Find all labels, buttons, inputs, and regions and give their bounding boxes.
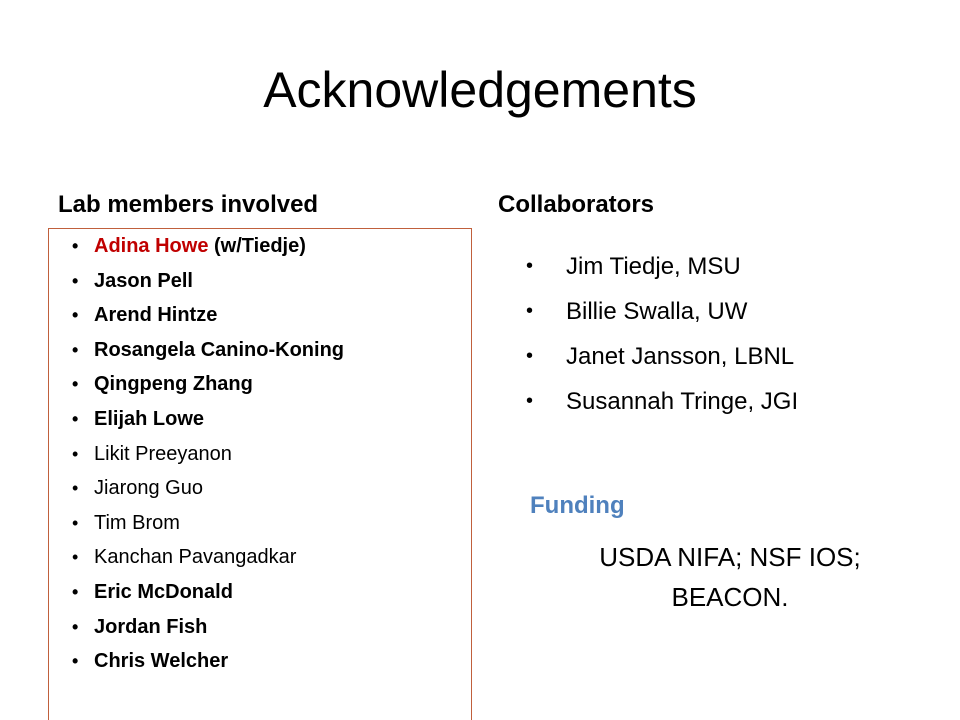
lab-member-name: Tim Brom: [94, 511, 180, 534]
lab-member-name: Arend Hintze: [94, 304, 218, 327]
bullet-icon: •: [72, 478, 79, 499]
bullet-icon: •: [72, 305, 79, 326]
bullet-icon: •: [526, 390, 534, 412]
bullet-icon: •: [72, 339, 79, 360]
bullet-icon: •: [72, 374, 79, 395]
lab-member-item: [72, 506, 344, 541]
bullet-icon: •: [72, 236, 79, 256]
funding-heading: Funding: [530, 492, 625, 519]
collaborators-list: [526, 244, 798, 424]
bullet-icon: •: [72, 616, 79, 637]
lab-member-name: Eric McDonald: [94, 580, 233, 603]
bullet-icon: •: [72, 443, 79, 464]
lab-member-name: Rosangela Canino-Koning: [94, 338, 344, 361]
collaborator-name: Jim Tiedje, MSU: [566, 253, 741, 280]
lab-member-item: [72, 333, 344, 368]
collaborator-item: [526, 244, 798, 289]
lab-members-list: [72, 229, 344, 679]
funding-text: [530, 537, 930, 617]
lab-member-name: Likit Preeyanon: [94, 442, 232, 465]
collaborator-name: Janet Jansson, LBNL: [566, 343, 795, 370]
lab-member-item: [72, 264, 344, 299]
lab-member-item: [72, 471, 344, 506]
lab-member-name: Adina Howe: [94, 235, 209, 257]
collaborator-item: [526, 334, 798, 379]
lab-member-item: [72, 402, 344, 437]
funding-line: USDA NIFA; NSF IOS;: [599, 542, 861, 572]
lab-member-name: Jason Pell: [94, 269, 193, 292]
lab-member-item: [72, 229, 344, 264]
bullet-icon: •: [72, 581, 79, 602]
lab-member-name: Jordan Fish: [94, 615, 208, 638]
slide-title: Acknowledgements: [263, 62, 697, 118]
lab-member-item: [72, 437, 344, 472]
lab-member-name: Qingpeng Zhang: [94, 373, 253, 396]
lab-member-item: [72, 610, 344, 645]
lab-member-name: Elijah Lowe: [94, 407, 205, 430]
collaborators-heading: Collaborators: [498, 191, 655, 218]
lab-member-item: [72, 540, 344, 575]
collaborator-name: Billie Swalla, UW: [566, 298, 748, 325]
bullet-icon: •: [526, 300, 534, 322]
bullet-icon: •: [72, 270, 79, 291]
lab-member-name: Jiarong Guo: [94, 477, 203, 500]
lab-member-item: [72, 575, 344, 610]
lab-member-name: Kanchan Pavangadkar: [94, 546, 297, 569]
lab-member-note: (w/Tiedje): [208, 235, 306, 257]
lab-members-heading: Lab members involved: [58, 191, 319, 218]
bullet-icon: •: [72, 651, 79, 672]
lab-member-name: Chris Welcher: [94, 650, 229, 673]
lab-member-item: [72, 367, 344, 402]
collaborator-name: Susannah Tringe, JGI: [566, 388, 799, 415]
bullet-icon: •: [72, 547, 79, 568]
collaborator-item: [526, 289, 798, 334]
lab-member-item: [72, 644, 344, 679]
bullet-icon: •: [526, 255, 534, 277]
bullet-icon: •: [526, 345, 534, 367]
bullet-icon: •: [72, 512, 79, 533]
bullet-icon: •: [72, 408, 79, 429]
collaborator-item: [526, 379, 798, 424]
lab-member-item: [72, 298, 344, 333]
funding-line: BEACON.: [671, 582, 789, 612]
